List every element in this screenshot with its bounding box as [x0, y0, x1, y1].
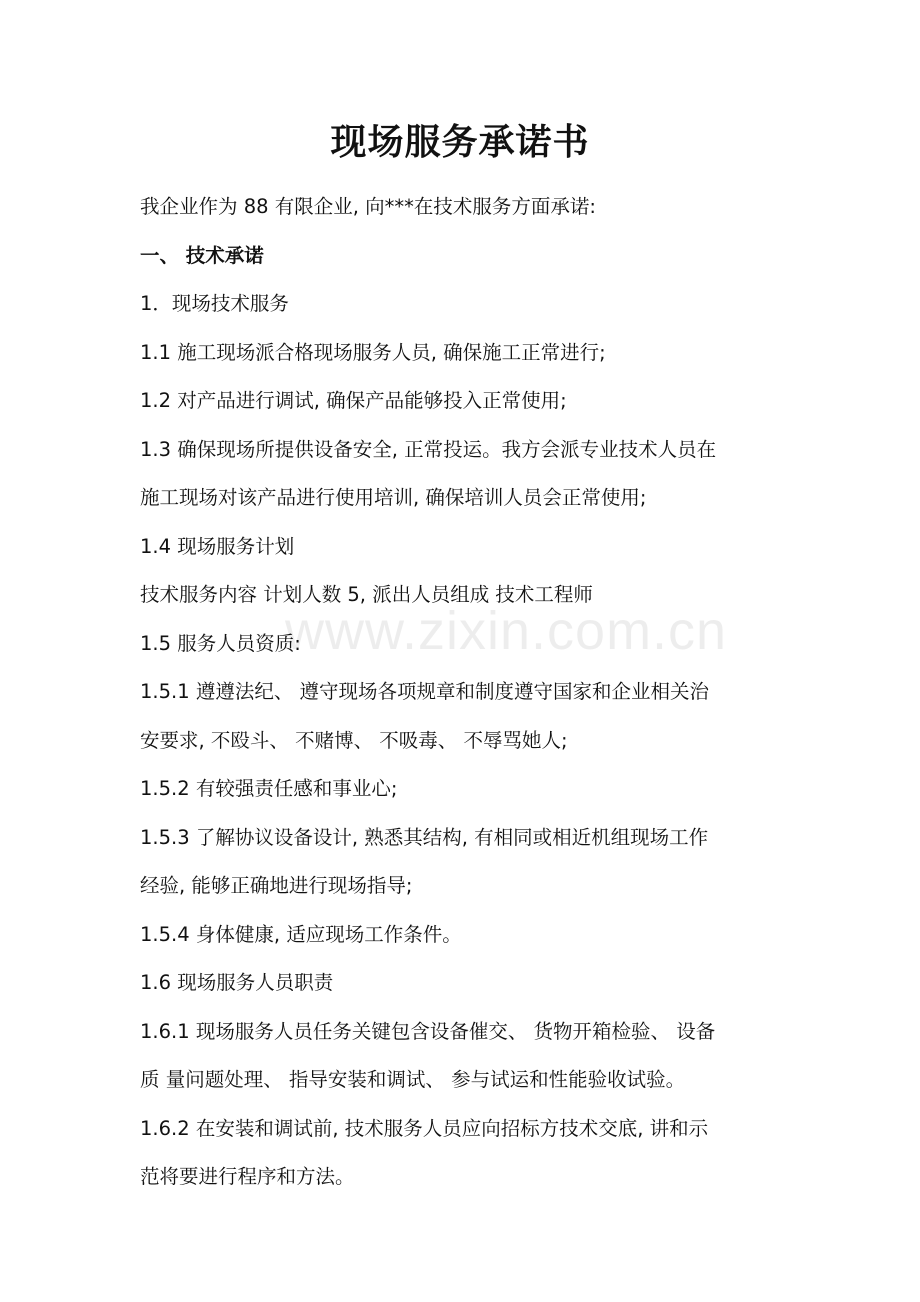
intro-paragraph: 我企业作为 88 有限企业, 向***在技术服务方面承诺: [140, 195, 596, 218]
text-line: 1.6.2 在安装和调试前, 技术服务人员应向招标方技术交底, 讲和示 [140, 1116, 709, 1140]
text-line: 安要求, 不殴斗、 不赌博、 不吸毒、 不辱骂她人; [140, 728, 568, 752]
text-line: 1.5.4 身体健康, 适应现场工作条件。 [140, 922, 462, 946]
text-line: 技术服务内容 计划人数 5, 派出人员组成 技术工程师 [140, 583, 593, 606]
text-line: 1.5 服务人员资质: [140, 631, 301, 655]
document-title: 现场服务承诺书 [330, 122, 590, 163]
text-line: 1.6.1 现场服务人员任务关键包含设备催交、 货物开箱检验、 设备 [140, 1019, 716, 1043]
section-heading-technical-commitment: 一、 技术承诺 [140, 243, 264, 267]
text-line: 1.5.3 了解协议设备设计, 熟悉其结构, 有相同或相近机组现场工作 [140, 825, 709, 849]
document-body [140, 183, 785, 1202]
text-line: 1.2 对产品进行调试, 确保产品能够投入正常使用; [140, 389, 567, 412]
text-line: 1.6 现场服务人员职责 [140, 971, 334, 994]
text-line: 施工现场对该产品进行使用培训, 确保培训人员会正常使用; [140, 486, 647, 509]
text-line: 质 量问题处理、 指导安装和调试、 参与试运和性能验收试验。 [140, 1068, 686, 1091]
text-line: 1.5.2 有较强责任感和事业心; [140, 777, 398, 800]
text-line: 1.1 施工现场派合格现场服务人员, 确保施工正常进行; [140, 340, 606, 364]
watermark-text: www.zixin.com.cn [285, 601, 728, 661]
text-line: 范将要进行程序和方法。 [140, 1165, 355, 1188]
text-line: 经验, 能够正确地进行现场指导; [140, 874, 413, 897]
text-line: 1.3 确保现场所提供设备安全, 正常投运。我方会派专业技术人员在 [140, 437, 717, 461]
subsection-heading-onsite-service: 1．现场技术服务 [140, 292, 289, 315]
text-line: 1.4 现场服务计划 [140, 534, 295, 558]
text-line: 1.5.1 遵遵法纪、 遵守现场各项规章和制度遵守国家和企业相关治 [140, 680, 710, 703]
